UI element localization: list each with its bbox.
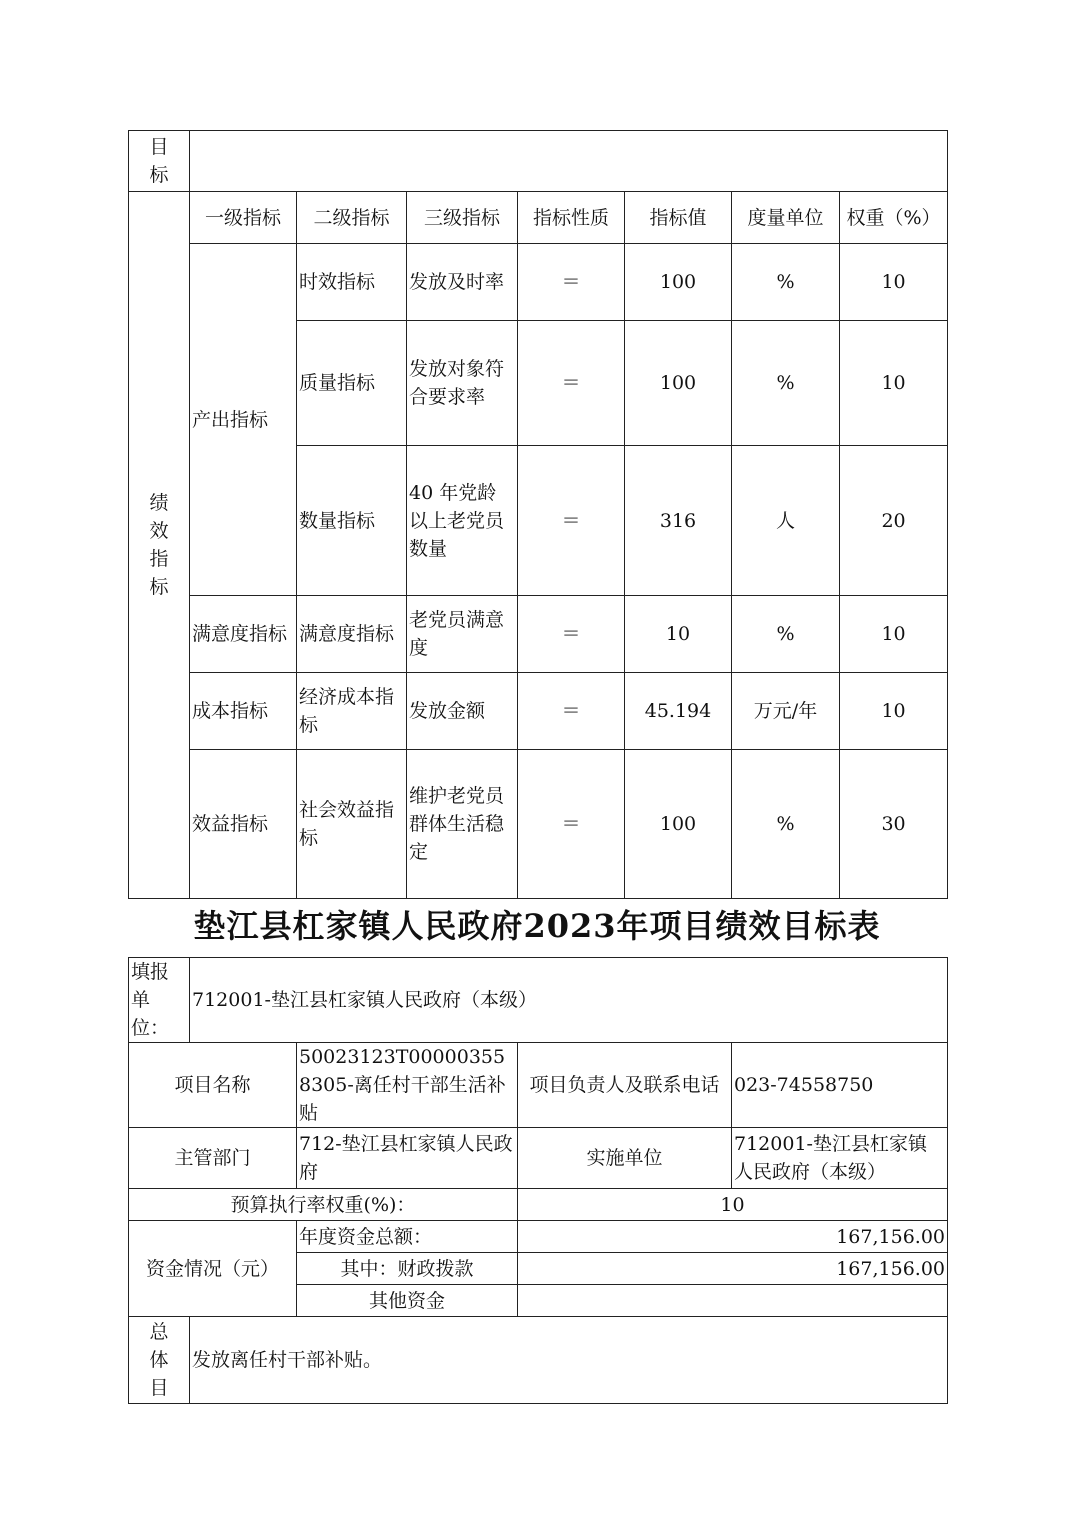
unit-label-text: 填报单位： (131, 961, 170, 1039)
fiscal-label: 其中：财政拨款 (297, 1253, 518, 1285)
overall-label-char: 总 (149, 1321, 169, 1343)
perf-label-char: 标 (149, 576, 169, 598)
level1-output: 产出指标 (190, 244, 297, 596)
page-title: 垫江县杠家镇人民政府2023年项目绩效目标表 (193, 907, 881, 945)
level3-cell: 发放对象符合要求率 (407, 321, 518, 446)
contact-value: 023-74558750 (732, 1043, 948, 1128)
target-label-cell (129, 131, 190, 192)
header-nature: 指标性质 (518, 192, 625, 244)
nature-cell: ＝ (518, 596, 625, 673)
unit-cell: % (732, 321, 840, 446)
nature-cell: ＝ (518, 750, 625, 899)
value-cell: 100 (625, 244, 732, 321)
weight-cell: 30 (840, 750, 948, 899)
perf-label-char: 指 (149, 548, 169, 570)
unit-cell: 人 (732, 446, 840, 596)
target-label-char: 标 (149, 164, 169, 186)
other-funds-value (518, 1285, 948, 1317)
level2-cell: 社会效益指标 (297, 750, 407, 899)
unit-label (129, 958, 190, 1043)
target-label-char: 目 (149, 136, 169, 158)
header-level1: 一级指标 (190, 192, 297, 244)
overall-label-char: 目 (149, 1377, 169, 1399)
project-name-label: 项目名称 (129, 1043, 297, 1128)
perf-label-char: 绩 (149, 492, 169, 514)
weight-cell: 10 (840, 244, 948, 321)
level1-satisfaction: 满意度指标 (190, 596, 297, 673)
dept-label: 主管部门 (129, 1128, 297, 1189)
level2-cell: 经济成本指标 (297, 673, 407, 750)
unit-cell: % (732, 596, 840, 673)
dept-value: 712-垫江县杠家镇人民政府 (297, 1128, 518, 1189)
level1-cost: 成本指标 (190, 673, 297, 750)
other-funds-label: 其他资金 (297, 1285, 518, 1317)
budget-rate-label: 预算执行率权重(%)： (129, 1189, 518, 1221)
level3-cell: 发放金额 (407, 673, 518, 750)
level2-cell: 数量指标 (297, 446, 407, 596)
header-level2: 二级指标 (297, 192, 407, 244)
perf-label-cell (129, 192, 190, 899)
annual-total-label: 年度资金总额： (297, 1221, 518, 1253)
unit-value: 712001-垫江县杠家镇人民政府（本级） (190, 958, 948, 1043)
level2-cell: 时效指标 (297, 244, 407, 321)
weight-cell: 10 (840, 673, 948, 750)
project-form-table (128, 957, 948, 1404)
value-cell: 316 (625, 446, 732, 596)
header-weight: 权重（%） (840, 192, 948, 244)
unit-cell: % (732, 750, 840, 899)
budget-rate-value: 10 (518, 1189, 948, 1221)
level2-cell: 质量指标 (297, 321, 407, 446)
weight-cell: 10 (840, 596, 948, 673)
perf-label-char: 效 (149, 520, 169, 542)
level3-cell: 维护老党员群体生活稳定 (407, 750, 518, 899)
unit-cell: 万元/年 (732, 673, 840, 750)
project-name-value: 50023123T000003558305-离任村干部生活补贴 (297, 1043, 518, 1128)
overall-goal-label (129, 1317, 190, 1404)
overall-label-char: 体 (149, 1349, 169, 1371)
nature-cell: ＝ (518, 673, 625, 750)
impl-label: 实施单位 (518, 1128, 732, 1189)
impl-value: 712001-垫江县杠家镇人民政府（本级） (732, 1128, 948, 1189)
header-value: 指标值 (625, 192, 732, 244)
annual-total-value: 167,156.00 (518, 1221, 948, 1253)
performance-indicator-table (128, 130, 948, 899)
target-content-cell (190, 131, 948, 192)
level3-cell: 发放及时率 (407, 244, 518, 321)
unit-cell: % (732, 244, 840, 321)
value-cell: 10 (625, 596, 732, 673)
value-cell: 45.194 (625, 673, 732, 750)
funds-label: 资金情况（元） (129, 1221, 297, 1317)
nature-cell: ＝ (518, 446, 625, 596)
level3-cell: 老党员满意度 (407, 596, 518, 673)
value-cell: 100 (625, 321, 732, 446)
nature-cell: ＝ (518, 321, 625, 446)
value-cell: 100 (625, 750, 732, 899)
overall-goal-value: 发放离任村干部补贴。 (190, 1317, 948, 1404)
header-level3: 三级指标 (407, 192, 518, 244)
weight-cell: 10 (840, 321, 948, 446)
weight-cell: 20 (840, 446, 948, 596)
contact-label: 项目负责人及联系电话 (518, 1043, 732, 1128)
level3-cell: 40 年党龄以上老党员数量 (407, 446, 518, 596)
level2-cell: 满意度指标 (297, 596, 407, 673)
fiscal-value: 167,156.00 (518, 1253, 948, 1285)
header-unit: 度量单位 (732, 192, 840, 244)
level1-benefit: 效益指标 (190, 750, 297, 899)
nature-cell: ＝ (518, 244, 625, 321)
